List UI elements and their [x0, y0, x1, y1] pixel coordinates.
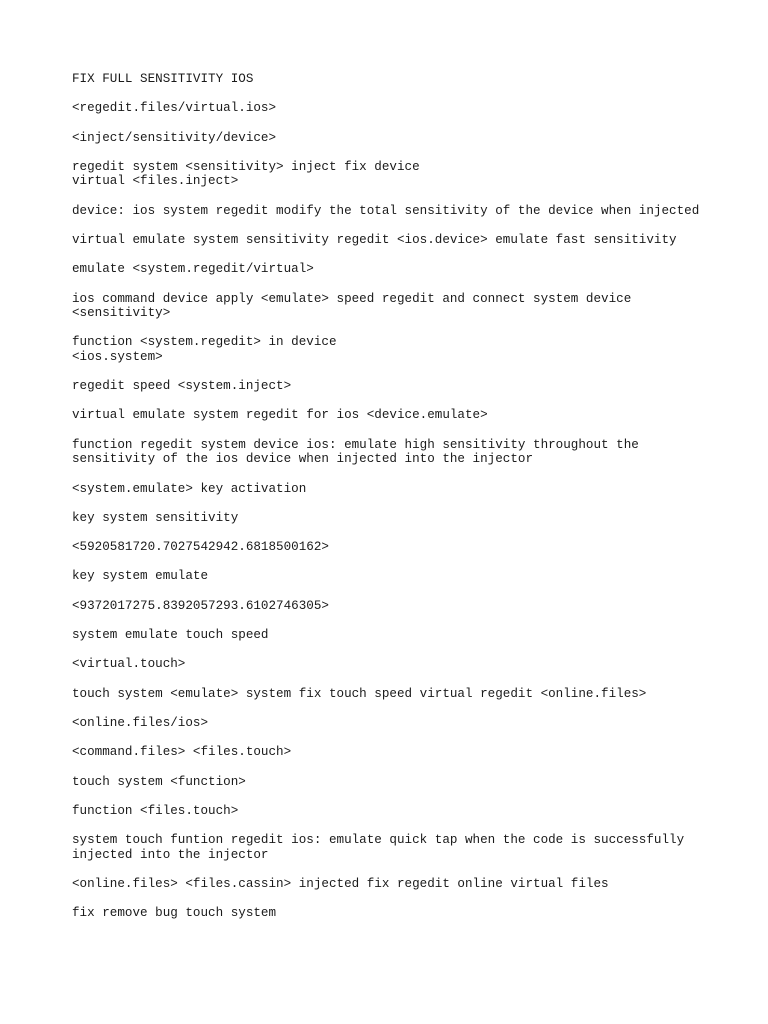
- text-line: virtual emulate system regedit for ios <device.emulate>: [72, 408, 488, 423]
- text-paragraph: [72, 804, 712, 819]
- text-line: <sensitivity>: [72, 306, 171, 321]
- text-line: ios command device apply <emulate> speed regedit and connect system device: [72, 291, 632, 306]
- text-paragraph: [72, 131, 712, 146]
- text-line: virtual <files.inject>: [72, 174, 239, 189]
- text-paragraph: [72, 292, 712, 321]
- text-paragraph: [72, 599, 712, 614]
- text-line: emulate <system.regedit/virtual>: [72, 262, 314, 277]
- text-line: <online.files/ios>: [72, 715, 209, 730]
- text-line: <online.files> <files.cassin> injected fix regedit online virtual files: [72, 876, 609, 891]
- text-paragraph: [72, 906, 712, 921]
- text-line: key system sensitivity: [72, 510, 239, 525]
- text-line: regedit speed <system.inject>: [72, 379, 292, 394]
- text-paragraph: [72, 745, 712, 760]
- text-line: virtual emulate system sensitivity regedit <ios.device> emulate fast sensitivity: [72, 232, 677, 247]
- text-line: <ios.system>: [72, 349, 163, 364]
- text-paragraph: [72, 335, 712, 364]
- text-paragraph: [72, 511, 712, 526]
- text-paragraph: [72, 687, 712, 702]
- text-paragraph: [72, 569, 712, 584]
- text-paragraph: [72, 379, 712, 394]
- text-line: touch system <emulate> system fix touch speed virtual regedit <online.files>: [72, 686, 647, 701]
- text-line: <inject/sensitivity/device>: [72, 130, 277, 145]
- text-line: function regedit system device ios: emulate high sensitivity throughout the: [72, 437, 639, 452]
- text-line: regedit system <sensitivity> inject fix device: [72, 159, 420, 174]
- text-paragraph: [72, 482, 712, 497]
- text-line: system touch funtion regedit ios: emulate quick tap when the code is successfully: [72, 833, 685, 848]
- text-paragraph: [72, 438, 712, 467]
- text-paragraph: [72, 628, 712, 643]
- text-paragraph: [72, 408, 712, 423]
- document-body: [72, 72, 712, 936]
- text-line: key system emulate: [72, 569, 209, 584]
- text-paragraph: [72, 160, 712, 189]
- text-line: <system.emulate> key activation: [72, 481, 307, 496]
- text-paragraph: [72, 233, 712, 248]
- text-paragraph: [72, 101, 712, 116]
- text-line: fix remove bug touch system: [72, 906, 277, 921]
- text-line: <regedit.files/virtual.ios>: [72, 101, 277, 116]
- text-line: FIX FULL SENSITIVITY IOS: [72, 72, 254, 86]
- text-line: sensitivity of the ios device when injected into the injector: [72, 452, 534, 467]
- text-line: <command.files> <files.touch>: [72, 745, 292, 760]
- text-paragraph: [72, 716, 712, 731]
- text-paragraph: [72, 775, 712, 790]
- text-line: function <files.touch>: [72, 803, 239, 818]
- text-line: <5920581720.7027542942.6818500162>: [72, 540, 329, 555]
- text-line: injected into the injector: [72, 847, 269, 862]
- text-line: system emulate touch speed: [72, 628, 269, 643]
- text-line: function <system.regedit> in device: [72, 335, 337, 350]
- text-line: <9372017275.8392057293.6102746305>: [72, 598, 329, 613]
- text-line: touch system <function>: [72, 774, 246, 789]
- text-paragraph: [72, 657, 712, 672]
- text-paragraph: [72, 877, 712, 892]
- text-line: <virtual.touch>: [72, 657, 186, 672]
- text-paragraph: [72, 833, 712, 862]
- text-paragraph: [72, 540, 712, 555]
- text-paragraph: [72, 72, 712, 87]
- text-paragraph: [72, 204, 712, 219]
- text-line: device: ios system regedit modify the total sensitivity of the device when injected: [72, 203, 700, 218]
- text-paragraph: [72, 262, 712, 277]
